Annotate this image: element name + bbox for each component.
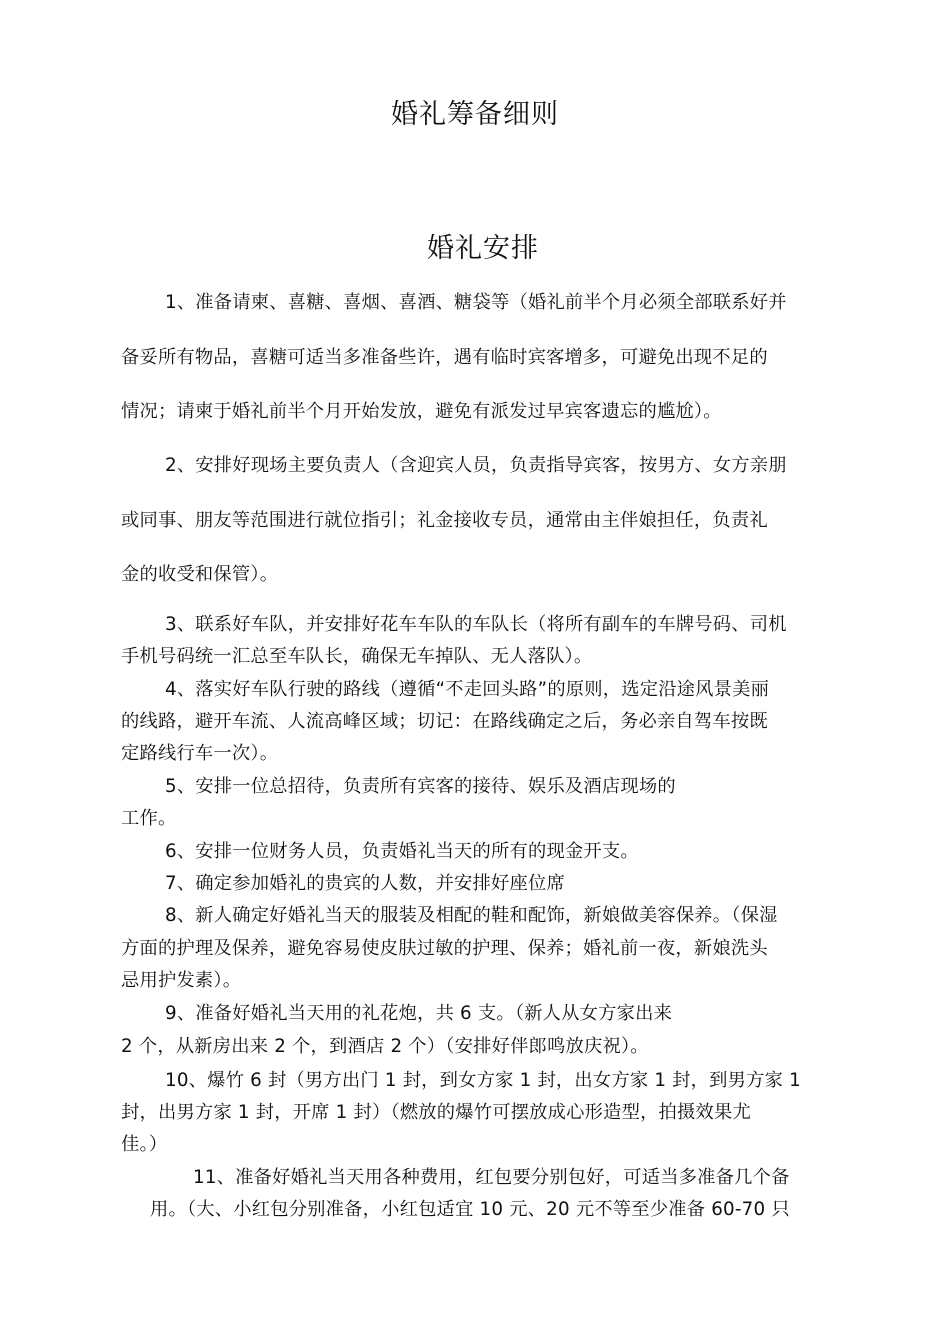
item-1-line-1: 1、准备请柬、喜糖、喜烟、喜酒、糖袋等（婚礼前半个月必须全部联系好并 [165, 292, 787, 313]
item-10-line-1: 10、爆竹 6 封（男方出门 1 封，到女方家 1 封，出女方家 1 封，到男方家 1 [165, 1070, 801, 1091]
item-6-line-1: 6、安排一位财务人员，负责婚礼当天的所有的现金开支。 [165, 841, 639, 862]
document-title: 婚礼筹备细则 [391, 99, 559, 130]
item-1-line-2: 备妥所有物品，喜糖可适当多准备些许，遇有临时宾客增多，可避免出现不足的 [121, 347, 768, 368]
item-3-line-2: 手机号码统一汇总至车队长，确保无车掉队、无人落队）。 [121, 646, 593, 667]
item-5-line-2: 工作。 [121, 808, 177, 829]
item-1-line-3: 情况；请柬于婚礼前半个月开始发放，避免有派发过早宾客遗忘的尴尬）。 [121, 401, 722, 422]
item-8-line-3: 忌用护发素）。 [121, 970, 242, 991]
item-8-line-1: 8、新人确定好婚礼当天的服装及相配的鞋和配饰，新娘做美容保养。（保湿 [165, 905, 778, 926]
section-title: 婚礼安排 [427, 233, 539, 264]
item-4-line-3: 定路线行车一次）。 [121, 743, 279, 764]
item-7-line-1: 7、确定参加婚礼的贵宾的人数，并安排好座位席 [165, 873, 565, 894]
item-9-line-2: 2 个，从新房出来 2 个，到酒店 2 个）（安排好伴郎鸣放庆祝）。 [121, 1036, 649, 1057]
item-10-line-2: 封，出男方家 1 封，开席 1 封）（燃放的爆竹可摆放成心形造型，拍摄效果尤 [121, 1102, 751, 1123]
item-4-line-2: 的线路，避开车流、人流高峰区域；切记：在路线确定之后，务必亲自驾车按既 [121, 711, 768, 732]
item-2-line-2: 或同事、朋友等范围进行就位指引；礼金接收专员，通常由主伴娘担任，负责礼 [121, 510, 768, 531]
item-9-line-1: 9、准备好婚礼当天用的礼花炮，共 6 支。（新人从女方家出来 [165, 1003, 673, 1024]
item-10-line-3: 佳。） [121, 1134, 168, 1155]
item-8-line-2: 方面的护理及保养，避免容易使皮肤过敏的护理、保养；婚礼前一夜，新娘洗头 [121, 938, 768, 959]
item-3-line-1: 3、联系好车队，并安排好花车车队的车队长（将所有副车的车牌号码、司机 [165, 614, 787, 635]
item-2-line-1: 2、安排好现场主要负责人（含迎宾人员，负责指导宾客，按男方、女方亲朋 [165, 455, 787, 476]
item-5-line-1: 5、安排一位总招待，负责所有宾客的接待、娱乐及酒店现场的 [165, 776, 676, 797]
item-2-line-3: 金的收受和保管）。 [121, 564, 279, 585]
item-11-line-1: 11、准备好婚礼当天用各种费用，红包要分别包好，可适当多准备几个备 [193, 1167, 790, 1188]
item-4-line-1: 4、落实好车队行驶的路线（遵循“不走回头路”的原则，选定沿途风景美丽 [165, 679, 770, 700]
item-11-line-2: 用。（大、小红包分别准备，小红包适宜 10 元、20 元不等至少准备 60-70 只 [150, 1199, 790, 1220]
